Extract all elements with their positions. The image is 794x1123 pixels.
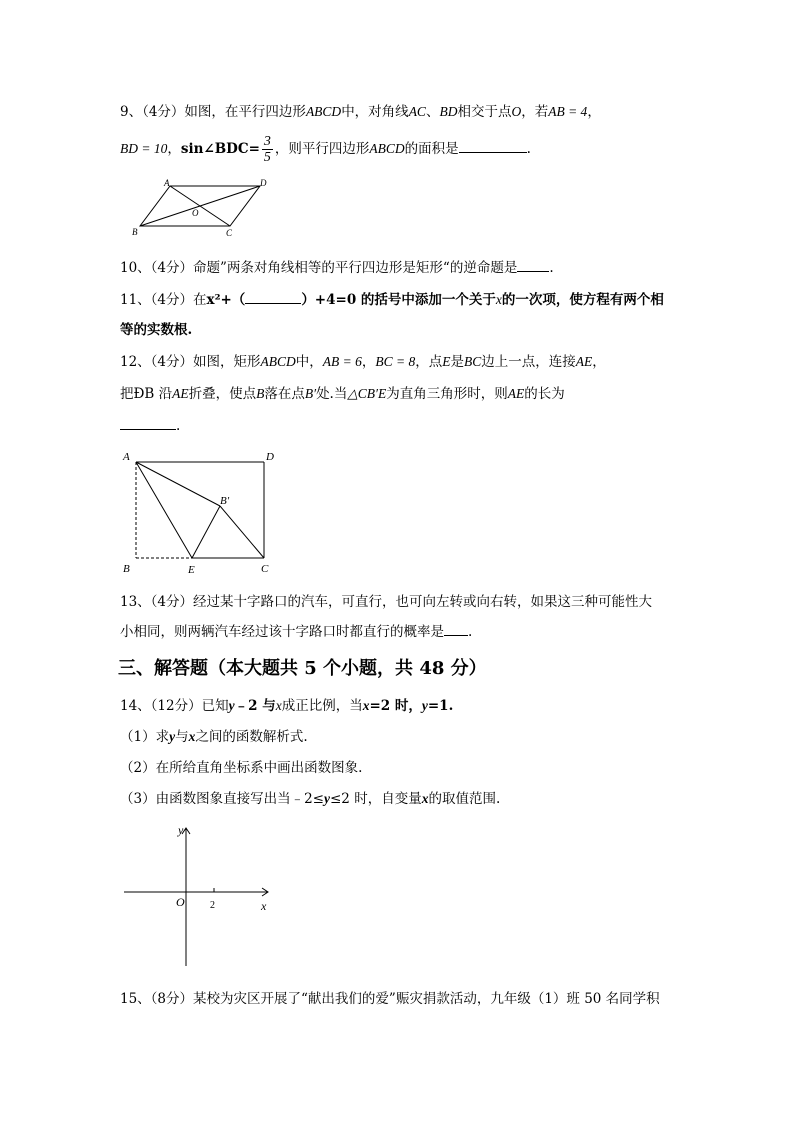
q9-abcd: ABCD — [305, 104, 342, 119]
q14-line1 — [120, 696, 453, 716]
q9-parallelogram-figure — [130, 180, 280, 240]
q9-ac: AC — [408, 104, 426, 119]
q11-x: x — [495, 292, 502, 307]
q9-line2 — [120, 134, 531, 165]
q12-label-bprime: B′ — [220, 495, 230, 507]
q10-text: 10、（4分）命题”两条对角线相等的平行四边形是矩形“的逆命题是 — [120, 260, 518, 276]
q12-text: ，点 — [415, 354, 443, 370]
q10-text: . — [549, 260, 554, 276]
q11-answer-blank — [245, 291, 301, 304]
q12-label-b: B — [123, 563, 130, 575]
q9-sin: sin∠BDC= — [180, 141, 260, 157]
q14-text: 的取值范围. — [428, 791, 501, 807]
q12-triangle: △CB′E — [347, 386, 387, 401]
q11-line2: 等的实数根. — [120, 322, 193, 338]
q9-text: ，则平行四边形 — [274, 141, 370, 157]
q9-o: O — [511, 104, 522, 119]
q9-label-c: C — [226, 228, 233, 238]
q9-text: 相交于点 — [457, 104, 512, 120]
q9-label-b: B — [132, 227, 138, 237]
q12-text: 12、（4分）如图，矩形 — [120, 354, 261, 370]
q14-x: x — [421, 791, 429, 806]
q9-text: ， — [587, 104, 601, 120]
q11-line1 — [120, 290, 664, 310]
q9-label-d: D — [260, 178, 267, 188]
q12-text: 是 — [450, 354, 465, 370]
q9-abcd: ABCD — [369, 141, 405, 156]
q14-y-axis-label: y — [178, 823, 184, 837]
q15-line1: 15、（8分）某校为灾区开展了“献出我们的爱”赈灾捐款活动，九年级（1）班 50 名同学积 — [120, 991, 660, 1007]
q14-text: ≤2 时，自变量 — [330, 791, 422, 807]
q12-bc: BC = 8 — [375, 354, 416, 369]
q13-text: . — [468, 624, 473, 640]
q14-text: ﹣2 与 — [234, 698, 276, 714]
q14-x: x — [188, 729, 196, 744]
q9-label-a: A — [164, 178, 170, 188]
q12-line2 — [120, 384, 565, 404]
q14-part2: （2）在所给直角坐标系中画出函数图象. — [120, 760, 363, 776]
q12-label-c: C — [261, 563, 269, 575]
q9-text: 、 — [425, 104, 440, 120]
q12-text: ， — [592, 354, 606, 370]
q12-bc2: BC — [464, 354, 482, 369]
q14-text: 14、（12分）已知 — [120, 698, 229, 714]
q14-text: 与 — [175, 729, 189, 745]
q14-text: （3）由函数图象直接写出当﹣2≤ — [120, 791, 324, 807]
q12-text: . — [176, 418, 181, 434]
q12-e: E — [442, 354, 451, 369]
q9-bd: BD — [439, 104, 458, 119]
q14-text: 成正比例，当 — [281, 698, 363, 714]
q9-line1 — [120, 102, 601, 122]
q14-y: y — [421, 698, 428, 713]
q9-label-o: O — [192, 208, 199, 218]
q14-text: （1）求 — [120, 729, 170, 745]
q12-line1 — [120, 352, 606, 372]
q13-text: 小相同，则两辆汽车经过该十字路口时都直行的概率是 — [120, 624, 444, 640]
q14-tick-label: 2 — [210, 900, 215, 911]
q13-line2 — [120, 622, 472, 642]
q12-ae: AE — [172, 386, 189, 401]
q12-text: 落在点 — [264, 386, 305, 402]
q12-text: 为直角三角形时，则 — [386, 386, 508, 402]
q14-origin-label: O — [176, 895, 185, 909]
q12-ae: AE — [507, 386, 525, 401]
q11-x2: x²+（ — [206, 292, 246, 308]
q12-ab: AB = 6 — [322, 354, 362, 369]
q14-text: =1. — [427, 698, 454, 714]
q10-line — [120, 258, 554, 278]
q12-text: 边上一点，连接 — [481, 354, 576, 370]
q14-y: y — [324, 791, 330, 806]
q12-bprime: B′ — [304, 386, 317, 401]
q9-text: 9、（4分）如图，在平行四边形 — [120, 104, 306, 120]
q13-line1: 13、（4分）经过某十字路口的汽车，可直行，也可向左转或向右转，如果这三种可能性大 — [120, 594, 653, 610]
q12-rectangle-figure — [118, 448, 288, 578]
q14-part1 — [120, 727, 308, 747]
q14-y: y — [228, 698, 235, 713]
q9-den: 5 — [263, 150, 271, 165]
q12-text: 折叠，使点 — [188, 386, 257, 402]
q12-text: 处.当 — [316, 386, 348, 402]
q9-text: . — [526, 141, 531, 157]
q9-num: 3 — [263, 134, 271, 149]
q14-part3 — [120, 789, 500, 809]
q12-answer-blank — [120, 417, 176, 430]
q12-text: 把ÐB 沿 — [120, 386, 173, 402]
q12-b: B — [256, 386, 265, 401]
q12-text: ， — [361, 354, 376, 370]
q11-text: ）+4=0 的括号中添加一个关于 — [301, 292, 496, 308]
q12-text: 的长为 — [524, 386, 565, 402]
q14-x: x — [362, 698, 370, 713]
q9-text: 中，对角线 — [341, 104, 409, 120]
q9-text: ， — [167, 141, 181, 157]
q14-x: x — [275, 698, 282, 713]
q14-text: 之间的函数解析式. — [195, 729, 308, 745]
q12-label-a: A — [123, 451, 130, 463]
q12-abcd: ABCD — [260, 354, 296, 369]
q9-ab-eq: AB = 4 — [548, 104, 588, 119]
q9-text: ，若 — [521, 104, 549, 120]
q14-text: =2 时， — [369, 698, 422, 714]
q12-label-d: D — [266, 451, 274, 463]
q14-y: y — [169, 729, 176, 744]
q9-fraction — [262, 134, 273, 165]
q12-line3 — [120, 416, 180, 436]
q14-coordinate-axes — [120, 822, 280, 972]
q13-answer-blank — [444, 623, 468, 636]
q14-x-axis-label: x — [261, 899, 267, 913]
q9-bd-eq: BD = 10 — [120, 141, 168, 156]
q12-text: 中， — [295, 354, 323, 370]
section-heading: 三、解答题（本大题共 5 个小题，共 48 分） — [118, 658, 487, 679]
q12-ae: AE — [575, 354, 593, 369]
q11-text: 的一次项，使方程有两个相 — [501, 292, 664, 308]
q12-label-e: E — [188, 564, 195, 576]
q9-answer-blank — [459, 140, 527, 153]
q9-text: 的面积是 — [404, 141, 459, 157]
q11-text: 11、（4分）在 — [120, 292, 207, 308]
q10-answer-blank — [517, 259, 549, 272]
